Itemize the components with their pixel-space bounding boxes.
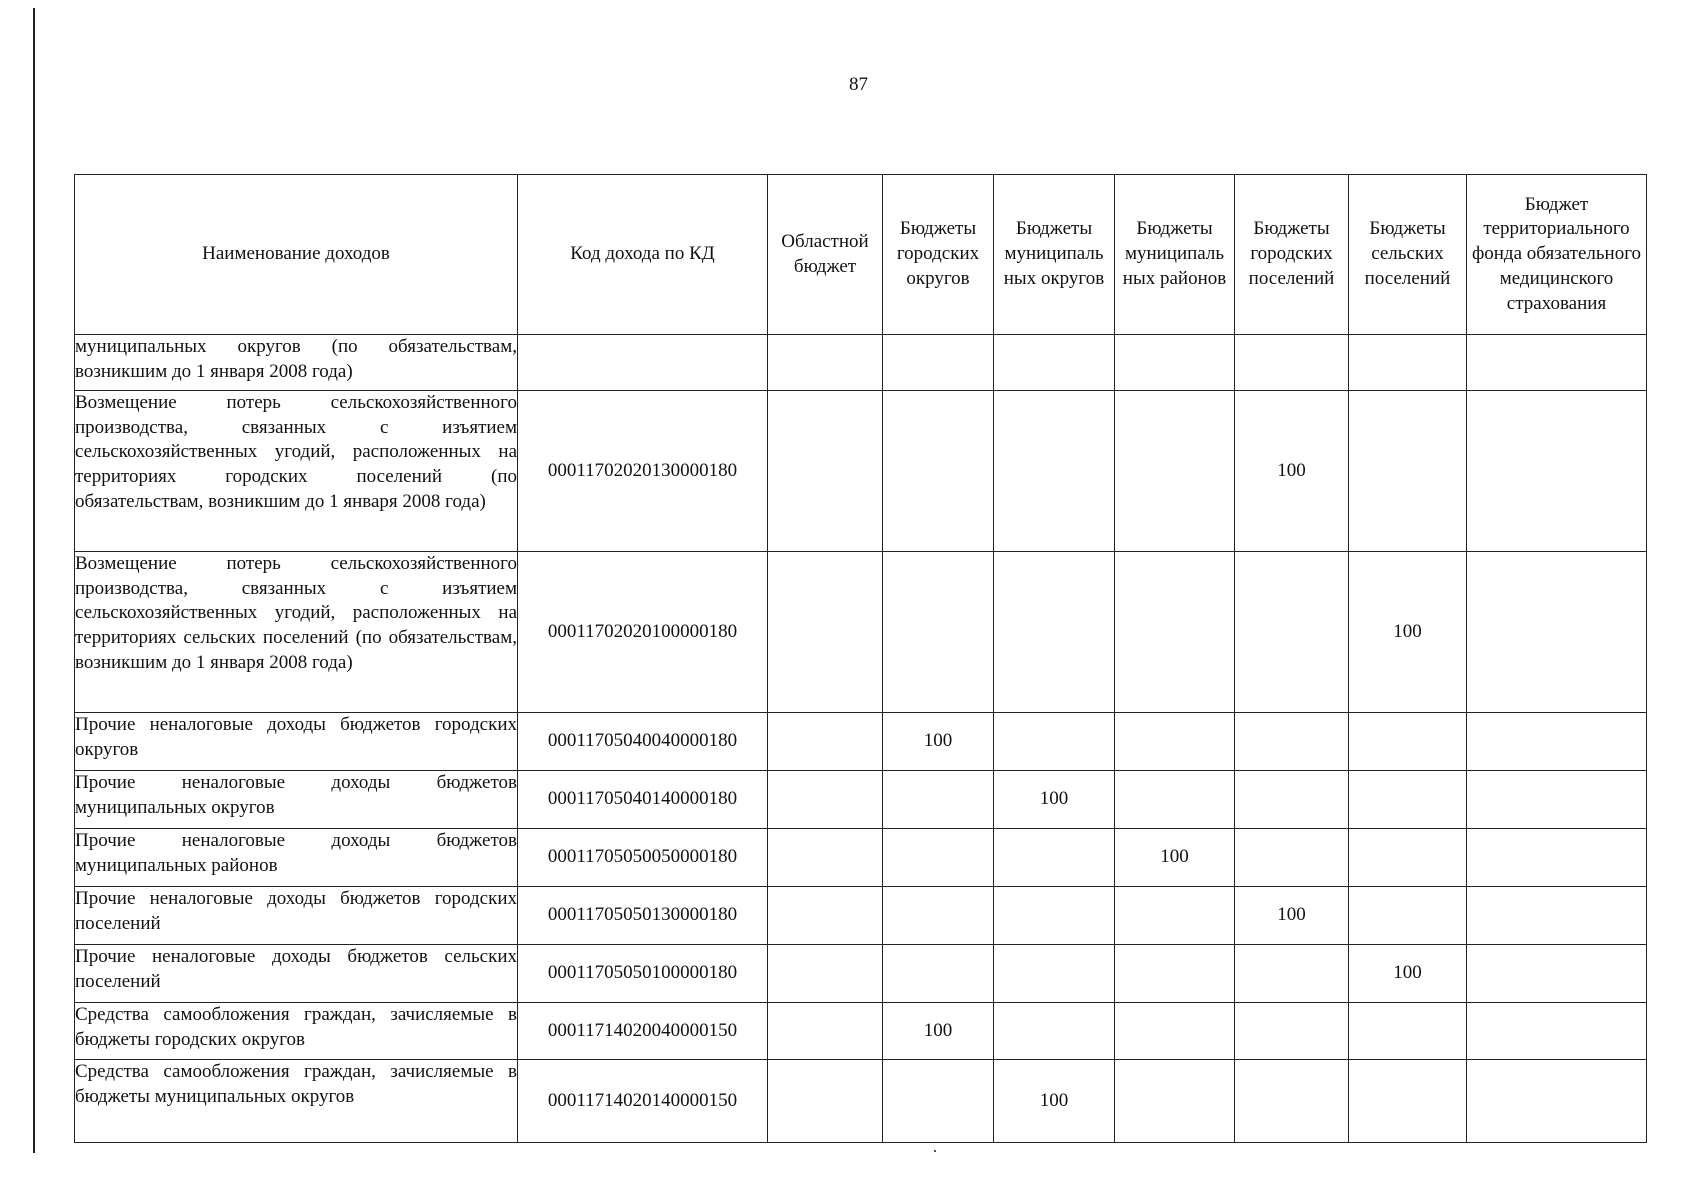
share-cell-municipal-districts: 100 [1115,829,1235,887]
share-cell-municipal-districts [1115,771,1235,829]
share-cell-medical-fund [1467,713,1647,771]
share-cell-city-districts: 100 [883,713,994,771]
share-cell-municipal-districts [1115,887,1235,945]
header-regional-budget: Областной бюджет [768,175,883,335]
income-code-cell: 00011714020040000150 [518,1003,768,1060]
share-cell-rural-settlements [1349,1060,1467,1143]
share-cell-municipal-okrugs [994,552,1115,713]
share-cell-regional [768,1003,883,1060]
table-row [75,391,1647,552]
income-name-cell: Средства самообложения граждан, зачисляемые в бюджеты городских округов [75,1003,518,1060]
share-cell-city-districts [883,945,994,1003]
header-municipal-districts: Бюджеты муниципаль ных районов [1115,175,1235,335]
share-cell-urban-settlements: 100 [1235,887,1349,945]
share-cell-municipal-okrugs [994,887,1115,945]
share-cell-municipal-districts [1115,713,1235,771]
share-cell-municipal-districts [1115,945,1235,1003]
share-cell-medical-fund [1467,771,1647,829]
income-code-cell: 00011705050100000180 [518,945,768,1003]
header-municipal-okrugs: Бюджеты муниципаль ных округов [994,175,1115,335]
share-cell-rural-settlements [1349,1003,1467,1060]
share-cell-regional [768,713,883,771]
share-cell-rural-settlements [1349,887,1467,945]
table-header-row [75,175,1647,335]
header-medical-insurance-fund: Бюджет территориального фонда обязательного медицинского страхования [1467,175,1647,335]
share-cell-regional [768,335,883,391]
share-cell-urban-settlements [1235,1060,1349,1143]
income-code-cell: 00011702020130000180 [518,391,768,552]
share-cell-municipal-districts [1115,1060,1235,1143]
share-cell-rural-settlements [1349,335,1467,391]
share-cell-rural-settlements: 100 [1349,552,1467,713]
table-row [75,1003,1647,1060]
income-name-cell: муниципальных округов (по обязательствам, возникшим до 1 января 2008 года) [75,335,518,391]
share-cell-rural-settlements: 100 [1349,945,1467,1003]
share-cell-regional [768,552,883,713]
share-cell-municipal-districts [1115,391,1235,552]
share-cell-municipal-okrugs [994,713,1115,771]
share-cell-medical-fund [1467,887,1647,945]
share-cell-municipal-okrugs: 100 [994,771,1115,829]
share-cell-municipal-districts [1115,1003,1235,1060]
share-cell-rural-settlements [1349,829,1467,887]
table-row [75,552,1647,713]
income-name-cell: Прочие неналоговые доходы бюджетов муниципальных округов [75,771,518,829]
share-cell-medical-fund [1467,391,1647,552]
share-cell-urban-settlements [1235,771,1349,829]
income-code-cell: 00011705050130000180 [518,887,768,945]
share-cell-municipal-okrugs [994,391,1115,552]
header-income-name: Наименование доходов [75,175,518,335]
share-cell-rural-settlements [1349,713,1467,771]
share-cell-municipal-okrugs [994,829,1115,887]
share-cell-urban-settlements [1235,945,1349,1003]
share-cell-rural-settlements [1349,771,1467,829]
share-cell-urban-settlements [1235,829,1349,887]
share-cell-city-districts [883,829,994,887]
share-cell-urban-settlements: 100 [1235,391,1349,552]
share-cell-regional [768,391,883,552]
table-row [75,771,1647,829]
share-cell-municipal-districts [1115,552,1235,713]
income-code-cell [518,335,768,391]
income-name-cell: Возмещение потерь сельскохозяйственного производства, связанных с изъятием сельскохозяйственных угодий, расположенных на территориях городских поселений (по обязательствам, возникшим до 1 января 2008 года) [75,391,518,552]
share-cell-city-districts [883,1060,994,1143]
table-row [75,887,1647,945]
share-cell-city-districts: 100 [883,1003,994,1060]
share-cell-municipal-districts [1115,335,1235,391]
scan-dot [934,1150,936,1152]
left-margin-rule [33,8,35,1153]
share-cell-municipal-okrugs [994,945,1115,1003]
share-cell-regional [768,771,883,829]
income-code-cell: 00011702020100000180 [518,552,768,713]
header-city-districts: Бюджеты городских округов [883,175,994,335]
share-cell-city-districts [883,552,994,713]
share-cell-medical-fund [1467,1060,1647,1143]
share-cell-urban-settlements [1235,335,1349,391]
header-rural-settlements: Бюджеты сельских поселений [1349,175,1467,335]
share-cell-regional [768,829,883,887]
income-name-cell: Прочие неналоговые доходы бюджетов сельских поселений [75,945,518,1003]
page-number: 87 [849,74,868,95]
share-cell-regional [768,945,883,1003]
share-cell-municipal-okrugs [994,1003,1115,1060]
share-cell-medical-fund [1467,945,1647,1003]
share-cell-regional [768,887,883,945]
income-distribution-table [74,174,1647,1143]
income-code-cell: 00011705040140000180 [518,771,768,829]
income-name-cell: Возмещение потерь сельскохозяйственного производства, связанных с изъятием сельскохозяйственных угодий, расположенных на территориях сельских поселений (по обязательствам, возникшим до 1 января 2008 года) [75,552,518,713]
table-row [75,713,1647,771]
share-cell-municipal-okrugs: 100 [994,1060,1115,1143]
table-row [75,945,1647,1003]
share-cell-city-districts [883,887,994,945]
table-row [75,1060,1647,1143]
table-row [75,335,1647,391]
table-body [75,335,1647,1143]
header-income-code: Код дохода по КД [518,175,768,335]
income-code-cell: 00011705040040000180 [518,713,768,771]
share-cell-municipal-okrugs [994,335,1115,391]
share-cell-medical-fund [1467,1003,1647,1060]
share-cell-rural-settlements [1349,391,1467,552]
table-row [75,829,1647,887]
share-cell-regional [768,1060,883,1143]
income-code-cell: 00011705050050000180 [518,829,768,887]
income-code-cell: 00011714020140000150 [518,1060,768,1143]
share-cell-urban-settlements [1235,552,1349,713]
share-cell-medical-fund [1467,335,1647,391]
share-cell-city-districts [883,335,994,391]
income-name-cell: Прочие неналоговые доходы бюджетов городских поселений [75,887,518,945]
share-cell-urban-settlements [1235,1003,1349,1060]
income-name-cell: Прочие неналоговые доходы бюджетов городских округов [75,713,518,771]
share-cell-medical-fund [1467,829,1647,887]
share-cell-city-districts [883,391,994,552]
income-name-cell: Прочие неналоговые доходы бюджетов муниципальных районов [75,829,518,887]
income-name-cell: Средства самообложения граждан, зачисляемые в бюджеты муниципальных округов [75,1060,518,1143]
share-cell-medical-fund [1467,552,1647,713]
share-cell-urban-settlements [1235,713,1349,771]
share-cell-city-districts [883,771,994,829]
header-urban-settlements: Бюджеты городских поселений [1235,175,1349,335]
